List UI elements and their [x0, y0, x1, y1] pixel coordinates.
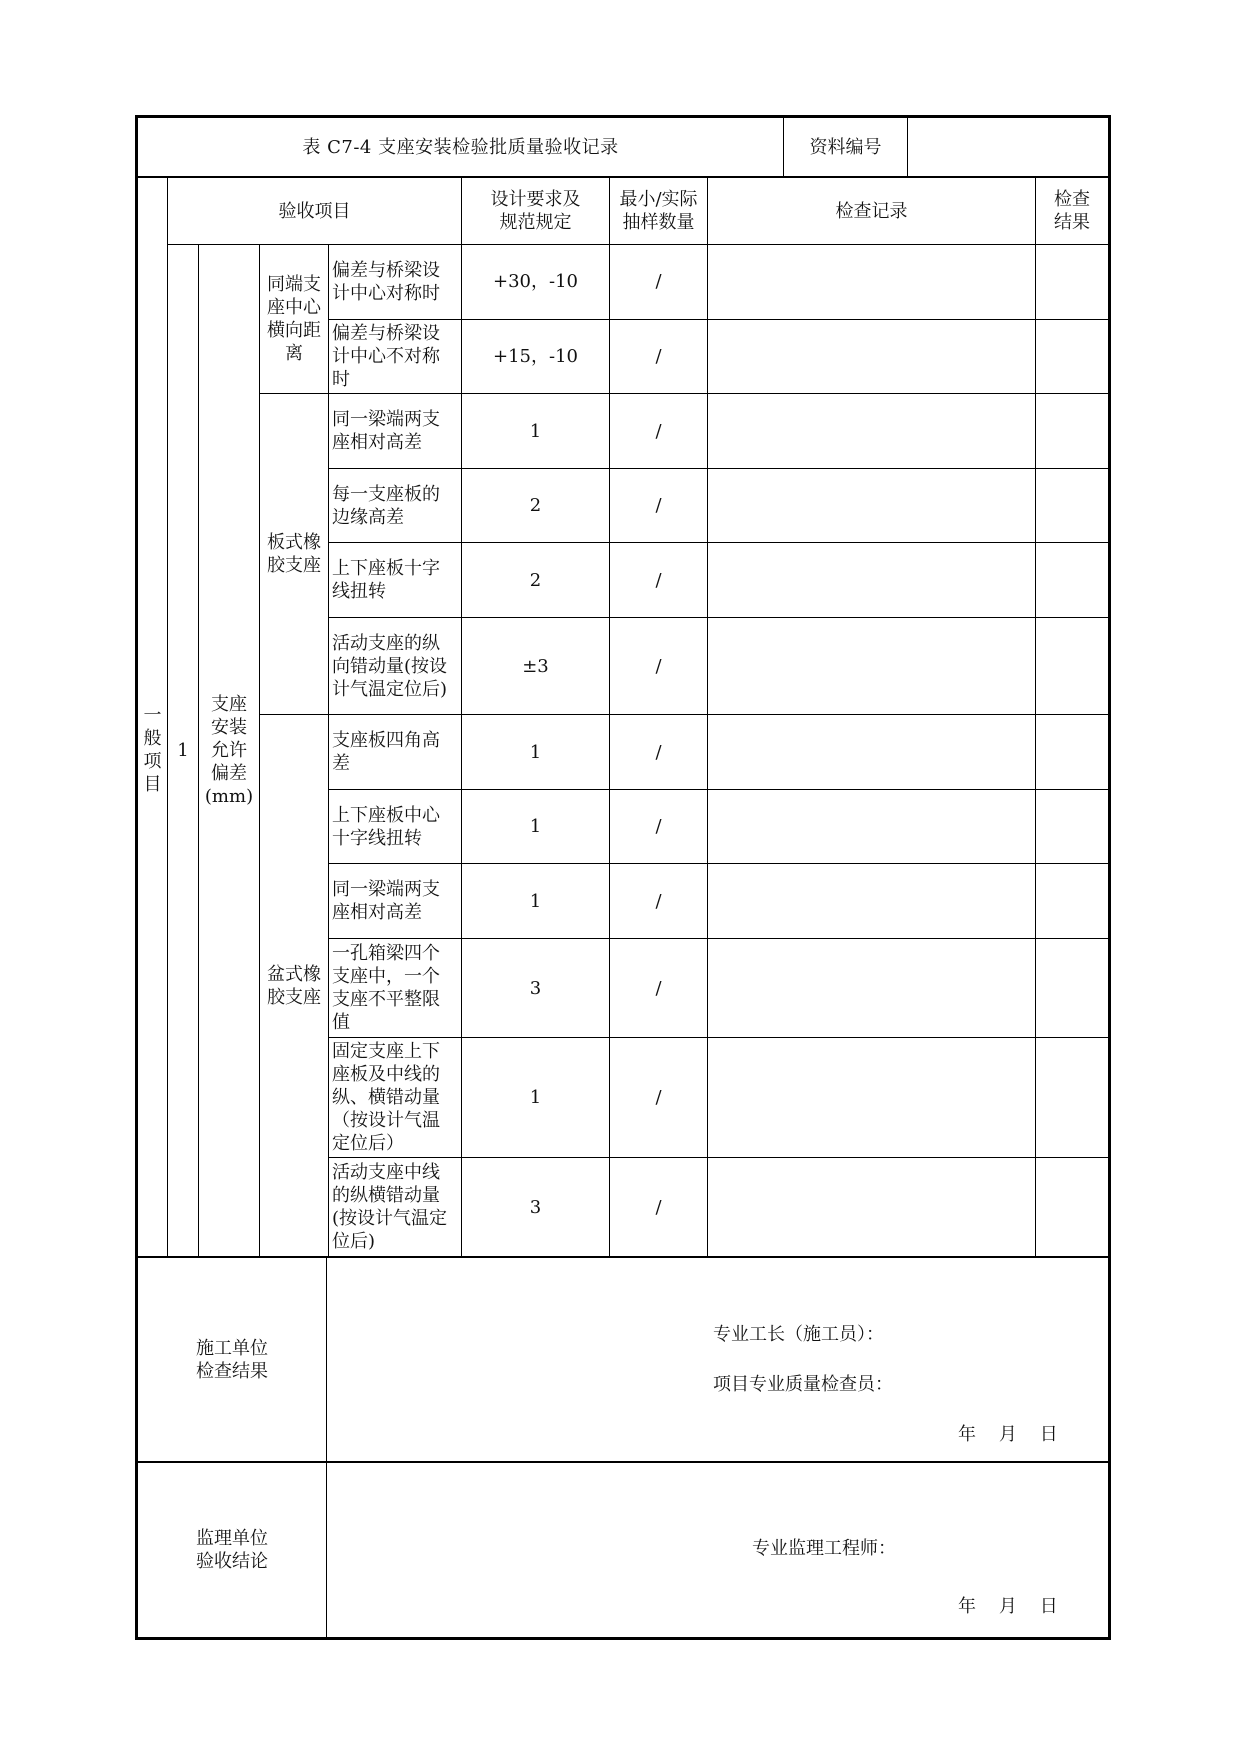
row-desc: 活动支座中线 的纵横错动量 (按设计气温定 位后)	[332, 1162, 448, 1252]
row-req: ±3	[522, 655, 549, 677]
row-desc: 偏差与桥梁设 计中心不对称 时	[332, 323, 440, 390]
row-record[interactable]	[708, 394, 1035, 468]
header-record: 检查记录	[835, 200, 908, 222]
row-record[interactable]	[708, 244, 1035, 319]
row-desc: 偏差与桥梁设 计中心对称时	[332, 259, 440, 304]
doc-no-label: 资料编号	[809, 136, 882, 158]
row-sample[interactable]: /	[655, 890, 662, 912]
row-record[interactable]	[708, 543, 1035, 617]
group-center-distance: 同端支 座中心 横向距 离	[267, 273, 321, 364]
row-record[interactable]	[708, 939, 1035, 1037]
border-right	[1108, 115, 1111, 1640]
header-sample: 最小/实际 抽样数量	[619, 189, 698, 233]
row-record[interactable]	[708, 1158, 1035, 1256]
row-result[interactable]	[1036, 543, 1108, 617]
row-record[interactable]	[708, 864, 1035, 938]
supervision-date[interactable]: 年 月 日	[958, 1596, 1058, 1617]
row-desc: 上下座板中心 十字线扭转	[332, 804, 440, 849]
header-result: 检查 结果	[1054, 189, 1090, 233]
row-desc: 同一梁端两支 座相对高差	[332, 879, 440, 923]
row-result[interactable]	[1036, 469, 1108, 542]
row-req: 2	[529, 569, 542, 591]
row-desc: 固定支座上下 座板及中线的 纵、横错动量 （按设计气温 定位后）	[332, 1041, 440, 1154]
group-pot-bearing: 盆式橡 胶支座	[267, 963, 321, 1008]
row-desc: 每一支座板的 边缘高差	[332, 483, 440, 528]
row-desc: 上下座板十字 线扭转	[332, 558, 440, 602]
row-sample[interactable]: /	[655, 741, 662, 763]
row-req: 1	[529, 420, 542, 442]
row-req: 1	[529, 741, 542, 763]
header-design-req: 设计要求及 规范规定	[490, 189, 581, 233]
row-sample[interactable]: /	[655, 271, 662, 292]
row-result[interactable]	[1036, 1038, 1108, 1157]
row-record[interactable]	[708, 320, 1035, 393]
row-req: 1	[529, 1087, 542, 1108]
construction-label: 施工单位 检查结果	[196, 1337, 268, 1382]
row-result[interactable]	[1036, 790, 1108, 863]
row-record[interactable]	[708, 618, 1035, 714]
row-result[interactable]	[1036, 1158, 1108, 1256]
row-sample[interactable]: /	[655, 346, 662, 367]
row-sample[interactable]: /	[655, 977, 662, 999]
row-result[interactable]	[1036, 939, 1108, 1037]
row-record[interactable]	[708, 1038, 1035, 1157]
row-desc: 活动支座的纵 向错动量(按设 计气温定位后)	[332, 632, 448, 700]
row-req: 3	[529, 977, 542, 999]
group-laminated-bearing: 板式橡 胶支座	[267, 532, 321, 576]
row-sample[interactable]: /	[655, 1087, 662, 1108]
row-req: 2	[529, 495, 542, 516]
header-item: 验收项目	[278, 200, 351, 222]
row-record[interactable]	[708, 715, 1035, 789]
row-req: 3	[529, 1196, 542, 1218]
row-desc: 一孔箱梁四个 支座中，一个 支座不平整限 值	[332, 943, 440, 1033]
engineer-signature-label[interactable]: 专业监理工程师：	[752, 1538, 896, 1559]
row-result[interactable]	[1036, 618, 1108, 714]
row-result[interactable]	[1036, 320, 1108, 393]
row-sample[interactable]: /	[655, 569, 662, 591]
row-req: 1	[529, 890, 542, 912]
row-result[interactable]	[1036, 715, 1108, 789]
row-req: +30，-10	[493, 271, 578, 292]
row-desc: 同一梁端两支 座相对高差	[332, 409, 440, 453]
form-title: 表 C7-4 支座安装检验批质量验收记录	[302, 136, 619, 158]
row-result[interactable]	[1036, 864, 1108, 938]
row-req: +15，-10	[493, 346, 578, 367]
rule-col-sign-label	[326, 1257, 327, 1639]
row-record[interactable]	[708, 469, 1035, 542]
row-sample[interactable]: /	[655, 1196, 662, 1218]
row-desc: 支座板四角高 差	[332, 730, 440, 774]
row-sample[interactable]: /	[655, 655, 662, 677]
construction-date[interactable]: 年 月 日	[958, 1424, 1058, 1445]
row-record[interactable]	[708, 790, 1035, 863]
row-result[interactable]	[1036, 244, 1108, 319]
row-sample[interactable]: /	[655, 420, 662, 442]
category-label: 一 般 项 目	[143, 705, 162, 795]
foreman-signature-label[interactable]: 专业工长（施工员）：	[713, 1324, 884, 1345]
row-result[interactable]	[1036, 394, 1108, 468]
row-req: 1	[529, 816, 542, 837]
supervision-label: 监理单位 验收结论	[196, 1528, 268, 1572]
row-sample[interactable]: /	[655, 816, 662, 837]
border-bottom	[135, 1637, 1111, 1640]
doc-no-field[interactable]	[908, 118, 1108, 176]
item-name: 支座 安装 允许 偏差 (mm)	[204, 693, 254, 807]
row-sample[interactable]: /	[655, 495, 662, 516]
item-number: 1	[177, 739, 189, 761]
inspector-signature-label[interactable]: 项目专业质量检查员：	[713, 1374, 893, 1395]
